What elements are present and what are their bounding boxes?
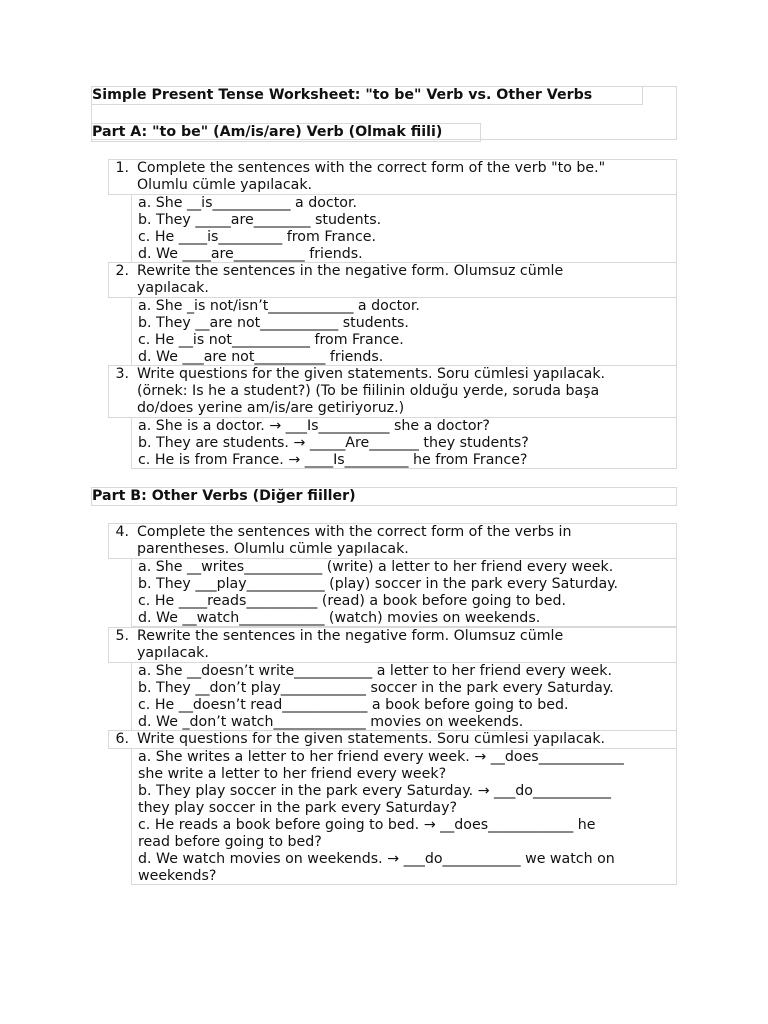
- question-6-items: [131, 748, 677, 885]
- question-2-items: [131, 297, 677, 366]
- question-2-prompt: [108, 262, 677, 298]
- answer-item: c. He __doesn’t read____________ a book before going to bed.: [138, 697, 569, 713]
- prompt-line: yapılacak.: [137, 645, 209, 661]
- part-a-heading: Part A: "to be" (Am/is/are) Verb (Olmak fiili): [91, 123, 481, 142]
- answer-item: a. She __writes___________ (write) a letter to her friend every week.: [138, 559, 614, 575]
- prompt-line: Complete the sentences with the correct form of the verb "to be.": [137, 160, 606, 176]
- answer-item: c. He ____is_________ from France.: [138, 229, 376, 245]
- answer-item: b. They are students. → _____Are_______ they students?: [138, 435, 529, 451]
- question-1-items: [131, 194, 677, 263]
- question-number: 6.: [115, 731, 129, 747]
- prompt-line: Write questions for the given statements. Soru cümlesi yapılacak.: [137, 366, 606, 382]
- answer-item: d. We __watch____________ (watch) movies on weekends.: [138, 610, 541, 626]
- question-5-prompt: [108, 627, 677, 663]
- prompt-line: Write questions for the given statements. Soru cümlesi yapılacak.: [137, 731, 606, 747]
- question-4-items: [131, 558, 677, 627]
- answer-item: d. We _don’t watch_____________ movies on weekends.: [138, 714, 524, 730]
- answer-item: a. She _is not/isn’t____________ a doctor.: [138, 298, 420, 314]
- question-number: 3.: [115, 366, 129, 382]
- question-5-items: [131, 662, 677, 731]
- answer-item: c. He reads a book before going to bed. → __does____________ he: [138, 817, 596, 833]
- answer-item: c. He is from France. → ____Is_________ he from France?: [138, 452, 528, 468]
- answer-item: b. They _____are________ students.: [138, 212, 382, 228]
- answer-item: a. She __doesn’t write___________ a letter to her friend every week.: [138, 663, 612, 679]
- question-3-prompt: [108, 365, 677, 418]
- question-1-prompt: [108, 159, 677, 195]
- answer-item: weekends?: [138, 868, 217, 884]
- worksheet-title: Simple Present Tense Worksheet: "to be" Verb vs. Other Verbs: [91, 86, 643, 105]
- prompt-line: (örnek: Is he a student?) (To be fiilinin olduğu yerde, soruda başa: [137, 383, 600, 399]
- prompt-line: Rewrite the sentences in the negative form. Olumsuz cümle: [137, 263, 564, 279]
- answer-item: d. We ___are not__________ friends.: [138, 349, 384, 365]
- prompt-line: yapılacak.: [137, 280, 209, 296]
- answer-item: a. She is a doctor. → ___Is__________ she a doctor?: [138, 418, 490, 434]
- answer-item: a. She writes a letter to her friend every week. → __does____________: [138, 749, 624, 765]
- prompt-line: parentheses. Olumlu cümle yapılacak.: [137, 541, 409, 557]
- answer-item: d. We watch movies on weekends. → ___do___________ we watch on: [138, 851, 615, 867]
- answer-item: she write a letter to her friend every week?: [138, 766, 447, 782]
- question-3-items: [131, 417, 677, 469]
- answer-item: b. They ___play___________ (play) soccer in the park every Saturday.: [138, 576, 619, 592]
- question-4-prompt: [108, 523, 677, 559]
- prompt-line: Olumlu cümle yapılacak.: [137, 177, 313, 193]
- part-b-heading: Part B: Other Verbs (Diğer fiiller): [91, 487, 677, 506]
- question-number: 4.: [115, 524, 129, 540]
- answer-item: a. She __is___________ a doctor.: [138, 195, 357, 211]
- question-number: 5.: [115, 628, 129, 644]
- prompt-line: Rewrite the sentences in the negative form. Olumsuz cümle: [137, 628, 564, 644]
- answer-item: read before going to bed?: [138, 834, 322, 850]
- question-number: 1.: [115, 160, 129, 176]
- question-number: 2.: [115, 263, 129, 279]
- answer-item: c. He __is not___________ from France.: [138, 332, 404, 348]
- prompt-line: do/does yerine am/is/are getiriyoruz.): [137, 400, 405, 416]
- answer-item: d. We ____are__________ friends.: [138, 246, 363, 262]
- answer-item: b. They play soccer in the park every Saturday. → ___do___________: [138, 783, 612, 799]
- prompt-line: Complete the sentences with the correct form of the verbs in: [137, 524, 572, 540]
- question-6-prompt: [108, 730, 677, 749]
- answer-item: c. He ____reads__________ (read) a book before going to bed.: [138, 593, 567, 609]
- answer-item: b. They __don’t play____________ soccer in the park every Saturday.: [138, 680, 614, 696]
- answer-item: they play soccer in the park every Saturday?: [138, 800, 458, 816]
- answer-item: b. They __are not___________ students.: [138, 315, 409, 331]
